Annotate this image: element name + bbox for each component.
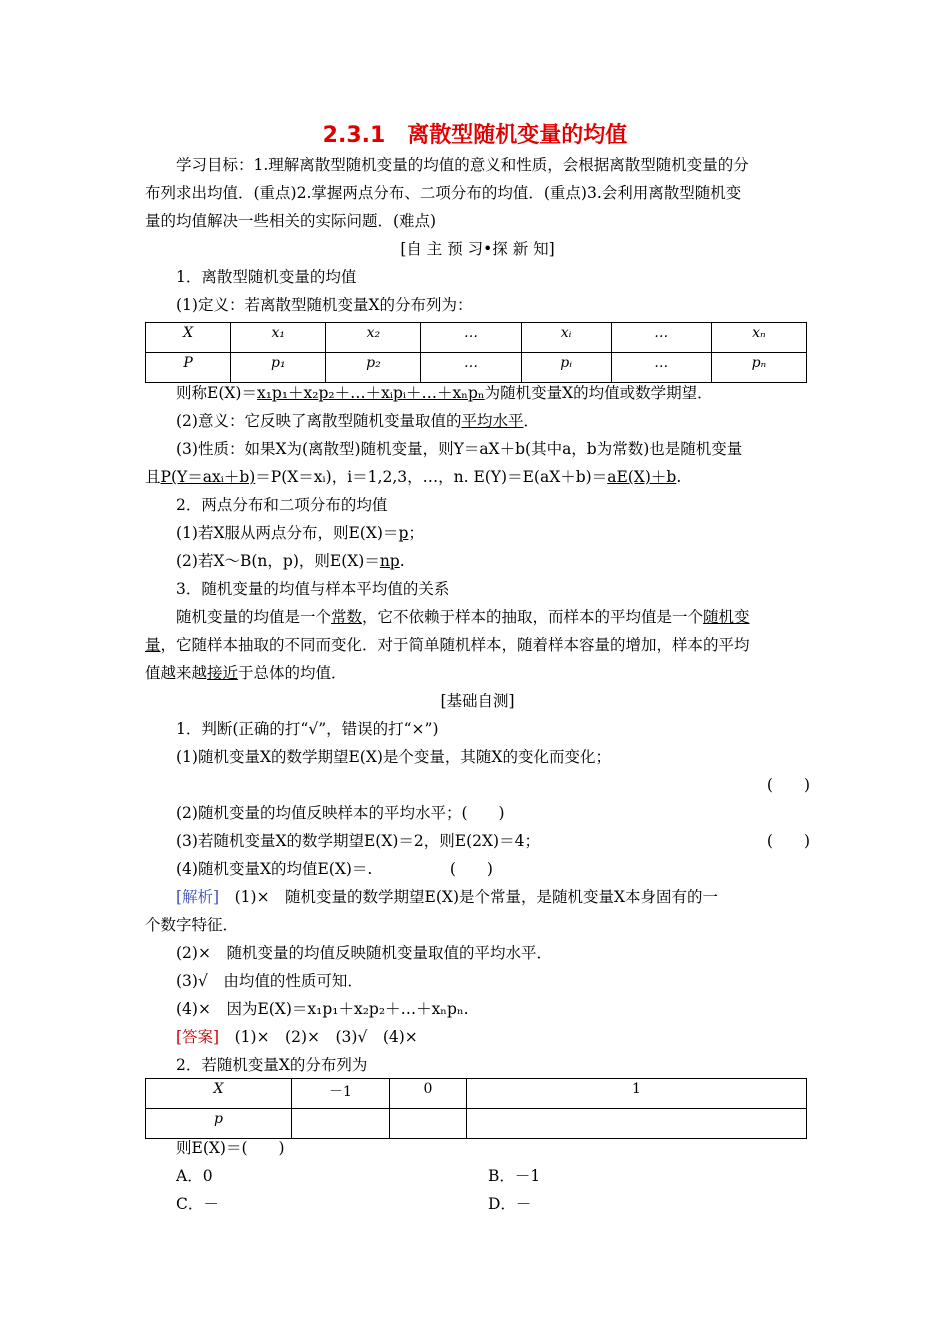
table-cell: [390, 1109, 467, 1139]
table-cell: [292, 1109, 390, 1139]
analysis-line-1: [解析] (1)× 随机变量的数学期望E(X)是个常量，是随机变量X本身固有的一: [176, 888, 719, 906]
s3-para-3: 值越来越接近于总体的均值．: [145, 664, 347, 682]
analysis-line-1b: 个数字特征．: [145, 916, 239, 934]
s1-property-2: 且P(Y＝axᵢ＋b)＝P(X＝xᵢ)，i＝1,2,3，…，n. E(Y)＝E(aX＋b)＝aE(X)＋b.: [145, 468, 682, 486]
objectives-line-3: 量的均值解决一些相关的实际问题．(难点): [145, 212, 437, 230]
s1-def-intro: (1)定义：若离散型随机变量X的分布列为：: [176, 296, 473, 314]
table-row: [146, 353, 807, 383]
table-cell: p₁: [231, 353, 326, 383]
table-cell: xᵢ: [521, 323, 611, 353]
q1-item-1-paren: ( ): [766, 776, 810, 794]
table-cell: p: [146, 1109, 292, 1139]
analysis-line-4: (4)× 因为E(X)＝x₁p₁＋x₂p₂＋…＋xₙpₙ.: [176, 1000, 469, 1018]
s2-line-2: (2)若X～B(n，p)，则E(X)＝np.: [176, 552, 405, 570]
table-cell: x₂: [326, 323, 421, 353]
s2-heading: 2．两点分布和二项分布的均值: [176, 496, 388, 514]
option-a: A．0: [176, 1167, 213, 1185]
q1-item-3-paren: ( ): [766, 832, 810, 850]
table-cell: [467, 1109, 807, 1139]
q2: 2．若随机变量X的分布列为: [176, 1056, 368, 1074]
answer-line: [答案] (1)× (2)× (3)√ (4)×: [176, 1028, 418, 1046]
s1-heading: 1．离散型随机变量的均值: [176, 268, 357, 286]
table-row: [146, 323, 807, 353]
s3-heading: 3．随机变量的均值与样本平均值的关系: [176, 580, 450, 598]
objectives-line-2: 布列求出均值．(重点)2.掌握两点分布、二项分布的均值．(重点)3.会利用离散型随机变: [145, 184, 742, 202]
table-cell: x₁: [231, 323, 326, 353]
q2-distribution-table: [145, 1078, 807, 1139]
q1-item-3: (3)若随机变量X的数学期望E(X)＝2，则E(2X)＝4；: [176, 832, 540, 850]
q1-item-4: (4)随机变量X的均值E(X)＝. ( ): [176, 860, 493, 878]
page-title: 2.3.1 离散型随机变量的均值: [322, 123, 628, 148]
distribution-table: [145, 322, 807, 383]
analysis-line-2: (2)× 随机变量的均值反映随机变量取值的平均水平．: [176, 944, 552, 962]
table-cell: P: [146, 353, 231, 383]
objectives-line-1: 学习目标：1.理解离散型随机变量的均值的意义和性质，会根据离散型随机变量的分: [176, 156, 749, 174]
option-c: C．－: [176, 1195, 219, 1213]
q2-stem: 则E(X)＝( ): [176, 1139, 285, 1157]
option-b: B．－1: [488, 1167, 541, 1185]
option-d: D．－: [488, 1195, 532, 1213]
table-row: [146, 1079, 807, 1109]
table-cell: …: [421, 323, 521, 353]
table-cell: xₙ: [711, 323, 806, 353]
q1-item-1: (1)随机变量X的数学期望E(X)是个变量，其随X的变化而变化；: [176, 748, 611, 766]
q1: 1．判断(正确的打“√”，错误的打“×”): [176, 720, 439, 738]
table-cell: p₂: [326, 353, 421, 383]
table-cell: X: [146, 323, 231, 353]
section-heading: [自 主 预 习•探 新 知]: [400, 240, 555, 258]
table-cell: …: [611, 353, 711, 383]
s1-meaning: (2)意义：它反映了离散型随机变量取值的平均水平．: [176, 412, 539, 430]
answer-tag: [答案]: [176, 1028, 220, 1046]
analysis-tag: [解析]: [176, 888, 220, 906]
q1-item-2: (2)随机变量的均值反映样本的平均水平；( ): [176, 804, 505, 822]
analysis-line-3: (3)√ 由均值的性质可知．: [176, 972, 363, 990]
self-test-heading: [基础自测]: [440, 692, 515, 710]
s3-para-2: 量，它随样本抽取的不同而变化．对于简单随机样本，随着样本容量的增加，样本的平均: [145, 636, 750, 654]
table-cell: 0: [390, 1079, 467, 1109]
table-cell: …: [611, 323, 711, 353]
table-row: [146, 1109, 807, 1139]
table-cell: …: [421, 353, 521, 383]
s1-property-1: (3)性质：如果X为(离散型)随机变量，则Y＝aX＋b(其中a，b为常数)也是随机变量: [176, 440, 743, 458]
s2-line-1: (1)若X服从两点分布，则E(X)＝p；: [176, 524, 424, 542]
table-cell: pₙ: [711, 353, 806, 383]
table-cell: 1: [467, 1079, 807, 1109]
s1-definition: 则称E(X)＝x₁p₁＋x₂p₂＋…＋xᵢpᵢ＋…＋xₙpₙ为随机变量X的均值或数学期望．: [176, 384, 713, 402]
s3-para-1: 随机变量的均值是一个常数，它不依赖于样本的抽取，而样本的平均值是一个随机变: [176, 608, 750, 626]
table-cell: －1: [292, 1079, 390, 1109]
table-cell: pᵢ: [521, 353, 611, 383]
table-cell: X: [146, 1079, 292, 1109]
